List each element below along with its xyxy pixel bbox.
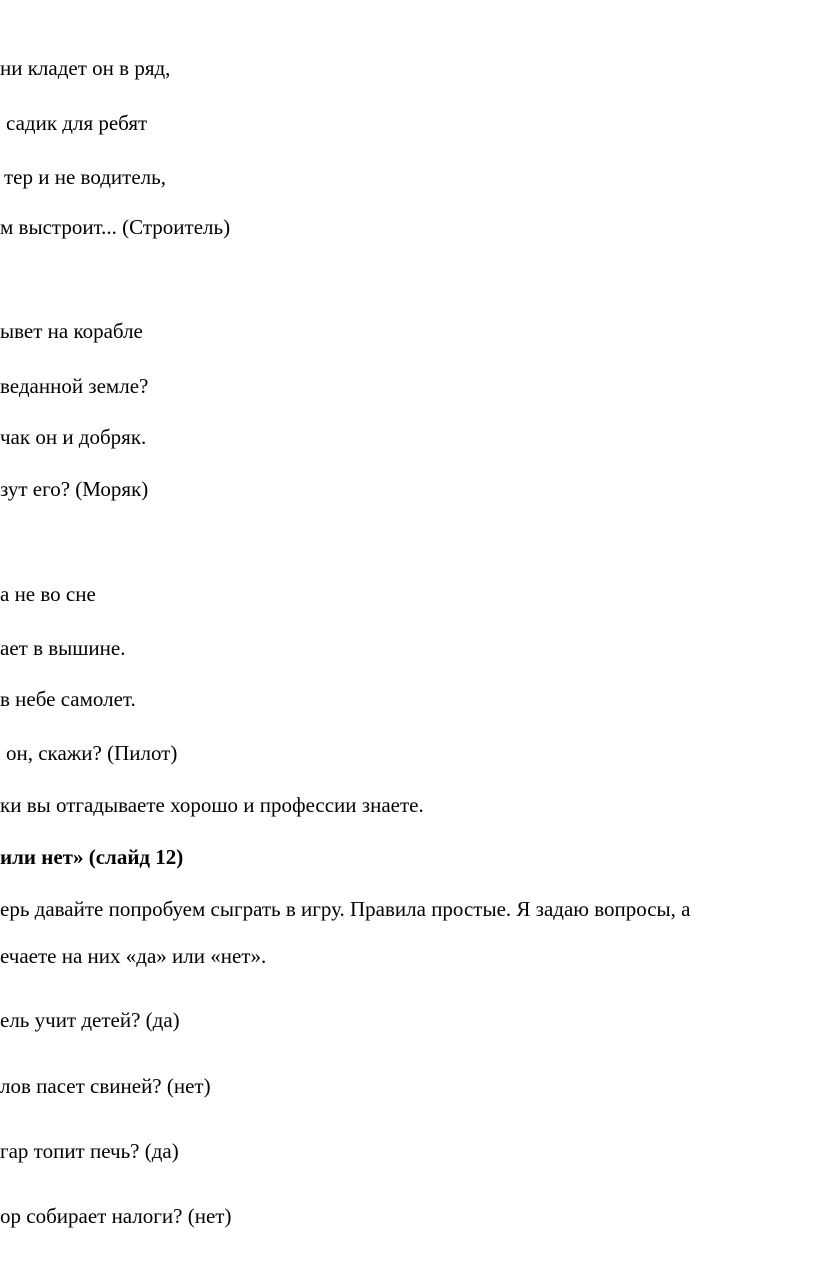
question-teacher: ель учит детей? (да) [0,1008,180,1032]
riddle-builder-line-1: ни кладет он в ряд, [0,56,171,80]
question-stoker: гар топит печь? (да) [0,1139,179,1163]
question-fisherman: лов пасет свиней? (нет) [0,1074,211,1098]
riddle-builder-line-4: м выстроит... (Строитель) [0,215,231,239]
riddle-sailor-line-4: зут его? (Моряк) [0,477,149,501]
riddle-pilot-line-3: в небе самолет. [0,687,136,711]
riddle-pilot-line-4: он, скажи? (Пилот) [6,741,178,765]
game-rules-line-1: ерь давайте попробуем сыграть в игру. Правила простые. Я задаю вопросы, а [0,897,691,921]
riddle-pilot-line-2: ает в вышине. [0,636,126,660]
riddle-builder-line-3: тер и не водитель, [4,165,166,189]
riddle-pilot-line-1: а не во сне [0,582,96,606]
riddle-builder-line-2: садик для ребят [6,111,148,135]
praise-paragraph: ки вы отгадываете хорошо и профессии знаете. [0,793,424,817]
riddle-sailor-line-2: веданной земле? [0,374,149,398]
riddle-sailor-line-1: ывет на корабле [0,319,143,343]
question-inspector: ор собирает налоги? (нет) [0,1204,232,1228]
game-rules-line-2: ечаете на них «да» или «нет». [0,944,267,968]
game-heading: или нет» (слайд 12) [0,845,184,869]
riddle-sailor-line-3: чак он и добряк. [0,425,147,449]
